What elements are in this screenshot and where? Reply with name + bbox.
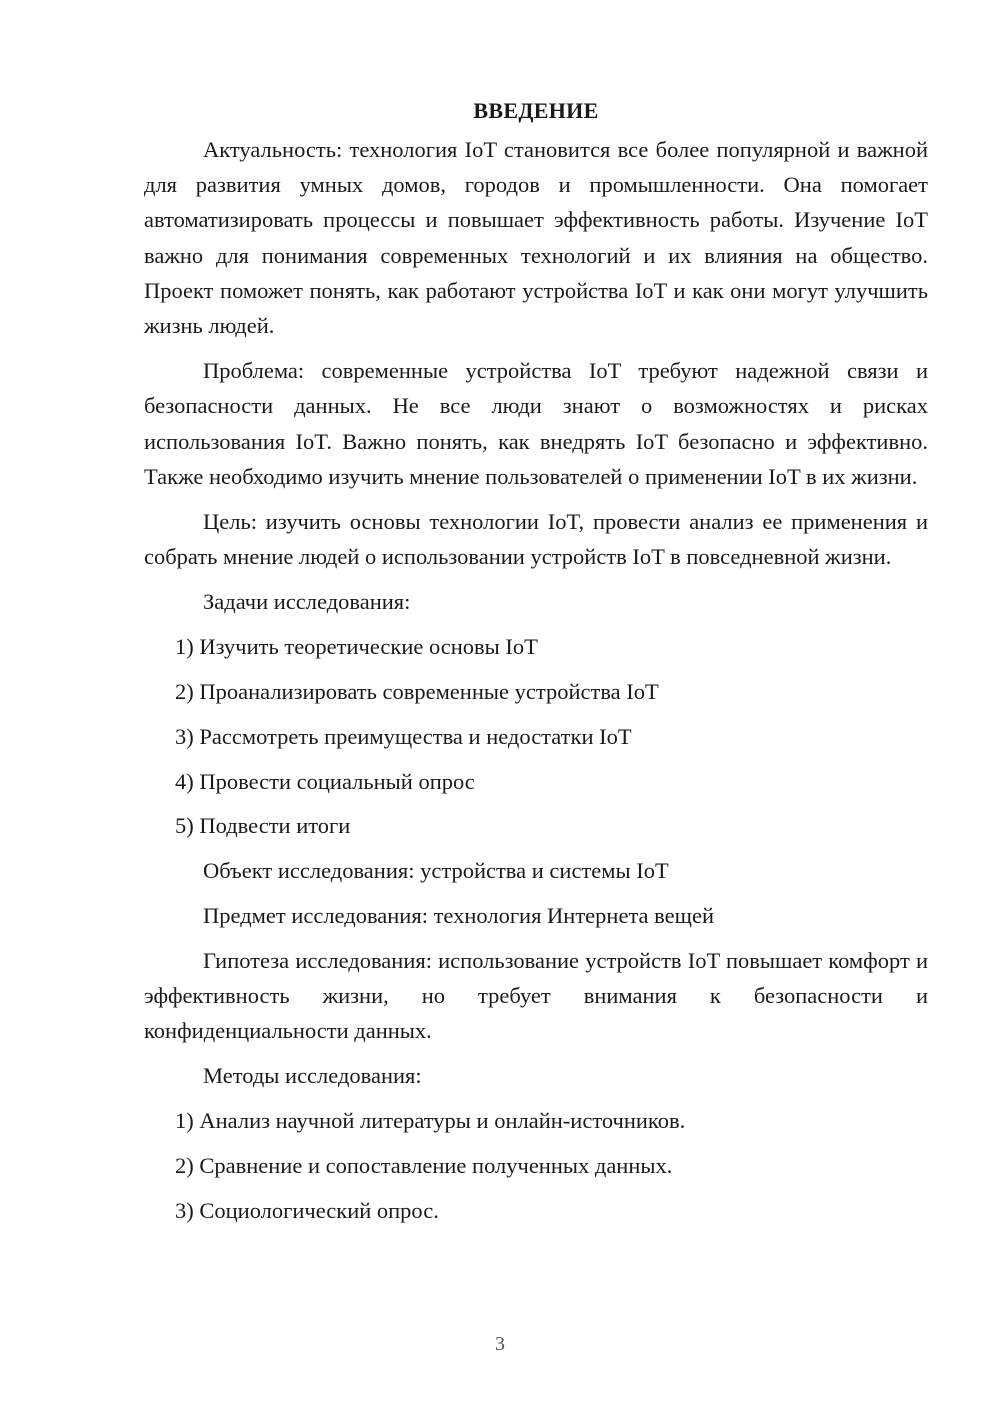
task-item: 5) Подвести итоги (175, 813, 351, 839)
page-number: 3 (495, 1333, 505, 1355)
problem-paragraph: Проблема: современные устройства IoT требуют надежной связи и безопасности данных. Не все люди знают о возможностях и рисках использования IoT. Важно понять, как внедрять IoT безопасно и эффективно. Также необходимо изучить мнение пользователей о применении IoT в их жизни. (144, 358, 928, 489)
methods-heading: Методы исследования: (203, 1063, 422, 1089)
method-item: 2) Сравнение и сопоставление полученных данных. (175, 1153, 673, 1179)
tasks-heading: Задачи исследования: (203, 589, 411, 615)
section-title: ВВЕДЕНИЕ (473, 98, 599, 123)
task-item: 2) Проанализировать современные устройства IoT (175, 679, 659, 705)
tasks-list (144, 629, 928, 843)
task-item: 1) Изучить теоретические основы IoT (175, 634, 538, 660)
methods-list (144, 1103, 928, 1228)
subject-paragraph: Предмет исследования: технология Интернета вещей (203, 903, 714, 929)
task-item: 3) Рассмотреть преимущества и недостатки IoT (175, 723, 632, 749)
hypothesis-paragraph: Гипотеза исследования: использование устройств IoT повышает комфорт и эффективность жизни, но требует внимания к безопасности и конфиденциальности данных. (144, 947, 928, 1044)
document-page (144, 96, 928, 1238)
task-item: 4) Провести социальный опрос (175, 768, 475, 794)
object-paragraph: Объект исследования: устройства и системы IoT (203, 858, 669, 884)
goal-paragraph: Цель: изучить основы технологии IoT, провести анализ ее применения и собрать мнение людей о использовании устройств IoT в повседневной жизни. (144, 509, 928, 570)
method-item: 1) Анализ научной литературы и онлайн-источников. (175, 1108, 686, 1134)
method-item: 3) Социологический опрос. (175, 1197, 439, 1223)
relevance-paragraph: Актуальность: технология IoT становится все более популярной и важной для развития умных домов, городов и промышленности. Она помогает автоматизировать процессы и повышает эффективность работы. Изучение IoT важно для понимания современных технологий и их влияния на общество. Проект поможет понять, как работают устройства IoT и как они могут улучшить жизнь людей. (144, 137, 928, 339)
